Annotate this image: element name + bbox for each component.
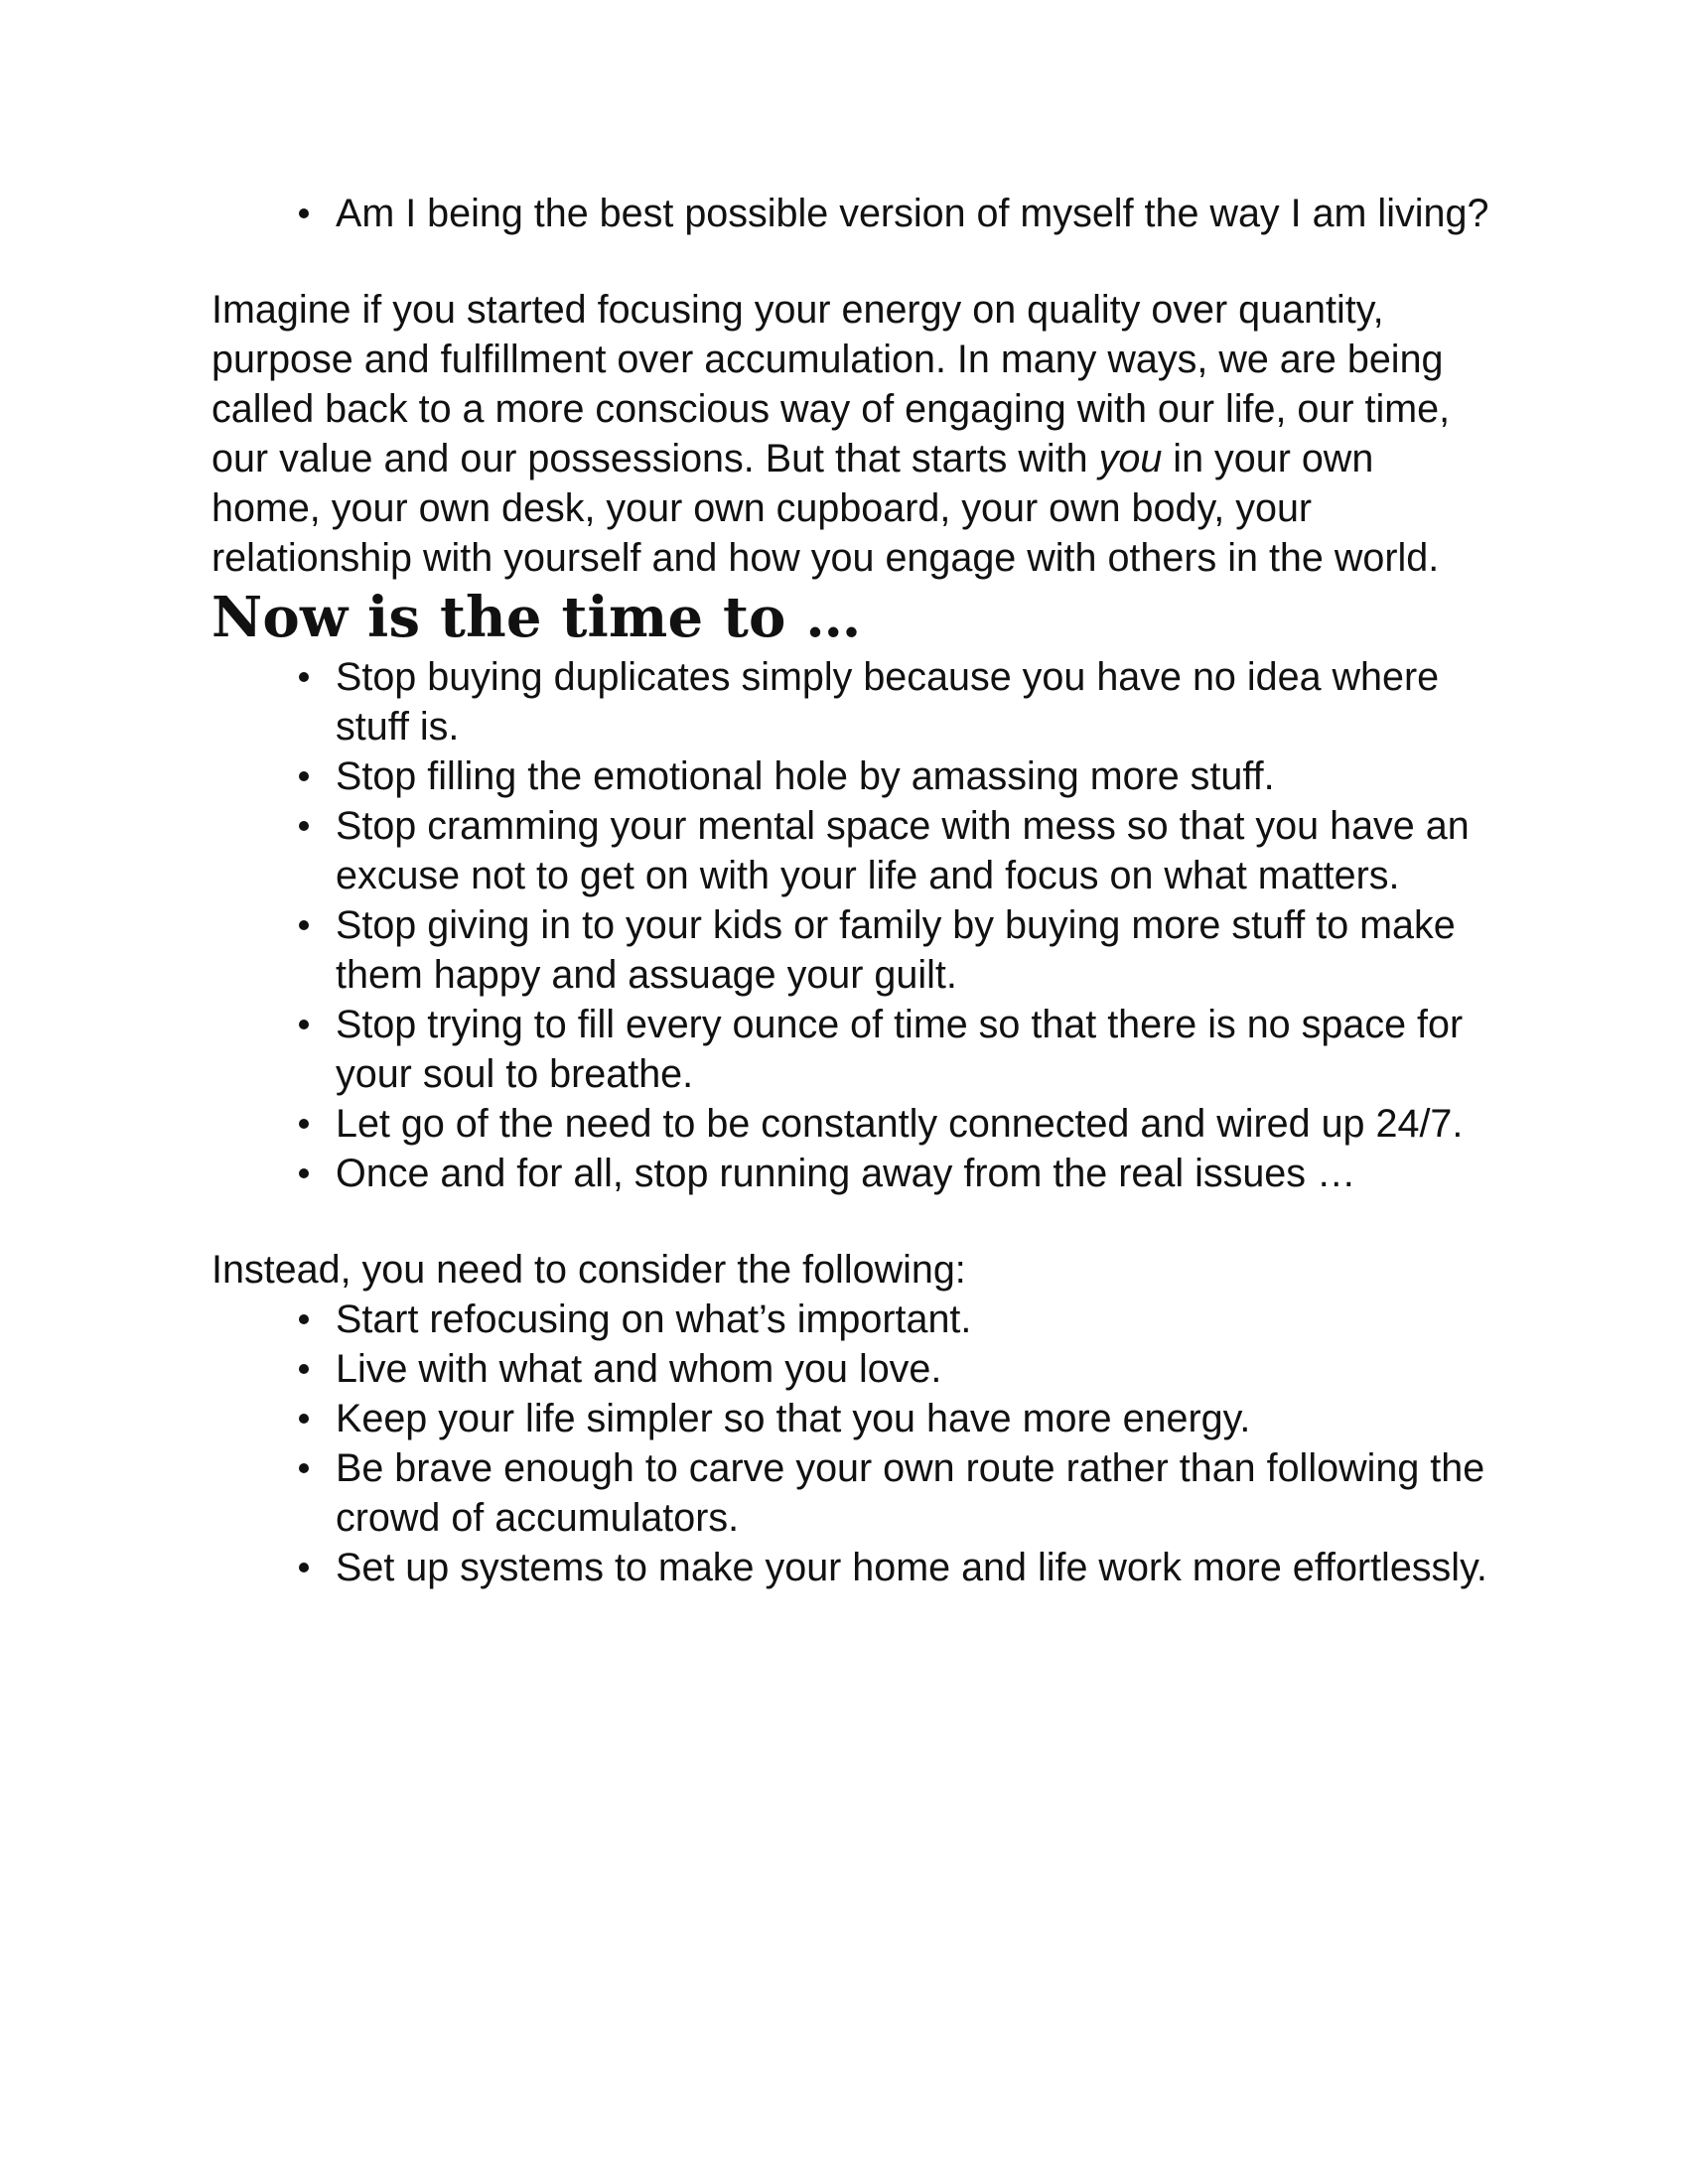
list-item-text: Stop filling the emotional hole by amassing more stuff.: [336, 754, 1275, 798]
list-item: [336, 1394, 1492, 1443]
list-item: [336, 1099, 1492, 1149]
bullet-dot-icon: [299, 1314, 309, 1324]
consider-bullet-list: [211, 1295, 1492, 1592]
emphasized-text: you: [1098, 437, 1163, 480]
list-item-text: Be brave enough to carve your own route rather than following the crowd of accumulators.: [336, 1446, 1485, 1540]
document-page: [211, 189, 1492, 1592]
list-item-text: Start refocusing on what’s important.: [336, 1297, 972, 1341]
list-item-text: Stop buying duplicates simply because you have no idea where stuff is.: [336, 655, 1440, 749]
list-item-text: Stop cramming your mental space with mess so that you have an excuse not to get on with your life and focus on what matters.: [336, 804, 1470, 897]
body-paragraph: Instead, you need to consider the following:: [211, 1248, 966, 1292]
bullet-dot-icon: [299, 1119, 309, 1129]
bullet-dot-icon: [299, 1463, 309, 1473]
bullet-dot-icon: [299, 1020, 309, 1029]
list-item: [336, 1295, 1492, 1344]
bullet-dot-icon: [299, 920, 309, 930]
list-item-text: Live with what and whom you love.: [336, 1347, 942, 1391]
time-to-bullet-list: [211, 652, 1492, 1198]
list-item: [336, 1000, 1492, 1099]
bullet-dot-icon: [299, 1364, 309, 1374]
list-item: [336, 189, 1492, 238]
list-item: [336, 1543, 1492, 1592]
list-item-text: Stop trying to fill every ounce of time so that there is no space for your soul to breathe.: [336, 1003, 1464, 1096]
list-item-text: Set up systems to make your home and life work more effortlessly.: [336, 1546, 1487, 1589]
list-item: [336, 1149, 1492, 1198]
list-item: [336, 900, 1492, 1000]
list-item-text: Once and for all, stop running away from the real issues …: [336, 1152, 1356, 1195]
bullet-dot-icon: [299, 1563, 309, 1572]
bullet-dot-icon: [299, 771, 309, 781]
list-item-text: Let go of the need to be constantly connected and wired up 24/7.: [336, 1102, 1464, 1146]
bullet-dot-icon: [299, 1414, 309, 1424]
intro-bullet-list: [211, 189, 1492, 238]
list-item: [336, 652, 1492, 751]
bullet-dot-icon: [299, 208, 309, 218]
list-item: [336, 801, 1492, 900]
list-item: [336, 751, 1492, 801]
body-paragraph: [211, 285, 1492, 583]
list-item-text: Stop giving in to your kids or family by buying more stuff to make them happy and assuage your guilt.: [336, 903, 1456, 997]
list-item: [336, 1344, 1492, 1394]
bullet-dot-icon: [299, 1168, 309, 1178]
list-item-text: Keep your life simpler so that you have more energy.: [336, 1397, 1251, 1440]
bullet-dot-icon: [299, 672, 309, 682]
list-item-text: Am I being the best possible version of myself the way I am living?: [336, 192, 1489, 235]
paragraph-text: in your own home, your own desk, your own cupboard, your own body, your relationship with yourself and how you engage with others in the world.: [211, 437, 1440, 580]
bullet-dot-icon: [299, 821, 309, 831]
section-heading: Now is the time to …: [211, 585, 862, 650]
list-item: [336, 1443, 1492, 1543]
paragraph-text: Imagine if you started focusing your energy on quality over quantity, purpose and fulfillment over accumulation. In many ways, we are being called back to a more conscious way of engaging with our life, our time, our value and our possessions. But that starts with: [211, 288, 1451, 480]
